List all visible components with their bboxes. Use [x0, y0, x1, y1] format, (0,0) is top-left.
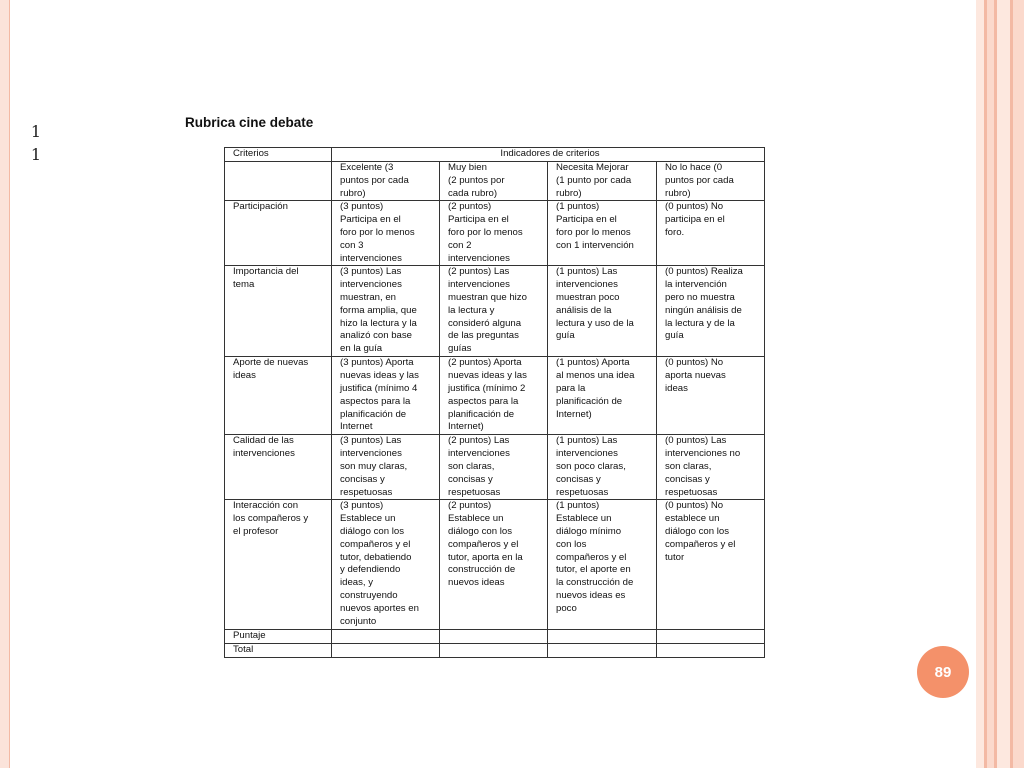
total-cell [657, 644, 765, 658]
page-number-badge: 89 [917, 646, 969, 698]
table-row [225, 500, 765, 630]
rubric-cell: (1 puntos) Aporta al menos una idea para la planificación de Internet) [548, 357, 657, 435]
table-row [225, 266, 765, 357]
rubric-cell: (0 puntos) No establece un diálogo con los compañeros y el tutor [657, 500, 765, 630]
score-row [225, 630, 765, 644]
rubric-table [224, 147, 765, 658]
criterion-label: Calidad de las intervenciones [225, 435, 332, 500]
level-header: Excelente (3 puntos por cada rubro) [332, 162, 440, 201]
rubric-cell: (0 puntos) No aporta nuevas ideas [657, 357, 765, 435]
rubric-cell: (2 puntos) Las intervenciones son claras, concisas y respetuosas [440, 435, 548, 500]
level-header: Necesita Mejorar (1 punto por cada rubro) [548, 162, 657, 201]
criterion-label: Aporte de nuevas ideas [225, 357, 332, 435]
table-header-row [225, 148, 765, 162]
total-cell [440, 644, 548, 658]
total-label: Total [225, 644, 332, 658]
total-row [225, 644, 765, 658]
total-cell [332, 644, 440, 658]
table-row [225, 357, 765, 435]
right-decorative-stripes [976, 0, 1024, 768]
rubric-cell: (2 puntos) Establece un diálogo con los compañeros y el tutor, aporta en la construcción de nuevos ideas [440, 500, 548, 630]
rubric-cell: (3 puntos) Participa en el foro por lo menos con 3 intervenciones [332, 201, 440, 266]
level-header: No lo hace (0 puntos por cada rubro) [657, 162, 765, 201]
left-decorative-border [0, 0, 10, 768]
rubric-cell: (0 puntos) Realiza la intervención pero no muestra ningún análisis de la lectura y de la guía [657, 266, 765, 357]
rubric-cell: (1 puntos) Participa en el foro por lo menos con 1 intervención [548, 201, 657, 266]
side-marker: 1 [30, 122, 42, 141]
rubric-cell: (2 puntos) Aporta nuevas ideas y las justifica (mínimo 2 aspectos para la planificación de Internet) [440, 357, 548, 435]
total-cell [548, 644, 657, 658]
criterion-label: Participación [225, 201, 332, 266]
rubric-cell: (0 puntos) Las intervenciones no son claras, concisas y respetuosas [657, 435, 765, 500]
table-row [225, 435, 765, 500]
rubric-cell: (3 puntos) Las intervenciones muestran, en forma amplia, que hizo la lectura y la analizó con base en la guía [332, 266, 440, 357]
rubric-cell: (1 puntos) Las intervenciones son poco claras, concisas y respetuosas [548, 435, 657, 500]
score-label: Puntaje [225, 630, 332, 644]
header-criteria: Criterios [225, 148, 332, 162]
empty-cell [225, 162, 332, 201]
table-row [225, 201, 765, 266]
stripe [1013, 0, 1024, 768]
rubric-cell: (3 puntos) Las intervenciones son muy claras, concisas y respetuosas [332, 435, 440, 500]
score-cell [548, 630, 657, 644]
stripe [997, 0, 1010, 768]
levels-row [225, 162, 765, 201]
stripe [987, 0, 994, 768]
stripe [976, 0, 984, 768]
rubric-cell: (1 puntos) Las intervenciones muestran poco análisis de la lectura y uso de la guía [548, 266, 657, 357]
criterion-label: Interacción con los compañeros y el profesor [225, 500, 332, 630]
score-cell [440, 630, 548, 644]
rubric-cell: (1 puntos) Establece un diálogo mínimo con los compañeros y el tutor, el aporte en la construcción de nuevos ideas es poco [548, 500, 657, 630]
rubric-cell: (0 puntos) No participa en el foro. [657, 201, 765, 266]
score-cell [332, 630, 440, 644]
rubric-cell: (2 puntos) Las intervenciones muestran que hizo la lectura y consideró alguna de las preguntas guías [440, 266, 548, 357]
rubric-cell: (3 puntos) Establece un diálogo con los compañeros y el tutor, debatiendo y defendiendo ideas, y construyendo nuevos aportes en conjunto [332, 500, 440, 630]
header-indicators: Indicadores de criterios [332, 148, 765, 162]
score-cell [657, 630, 765, 644]
document-title: Rubrica cine debate [185, 115, 314, 130]
rubric-cell: (2 puntos) Participa en el foro por lo menos con 2 intervenciones [440, 201, 548, 266]
side-marker: 1 [30, 145, 42, 164]
criterion-label: Importancia del tema [225, 266, 332, 357]
rubric-cell: (3 puntos) Aporta nuevas ideas y las justifica (mínimo 4 aspectos para la planificación de Internet [332, 357, 440, 435]
level-header: Muy bien (2 puntos por cada rubro) [440, 162, 548, 201]
